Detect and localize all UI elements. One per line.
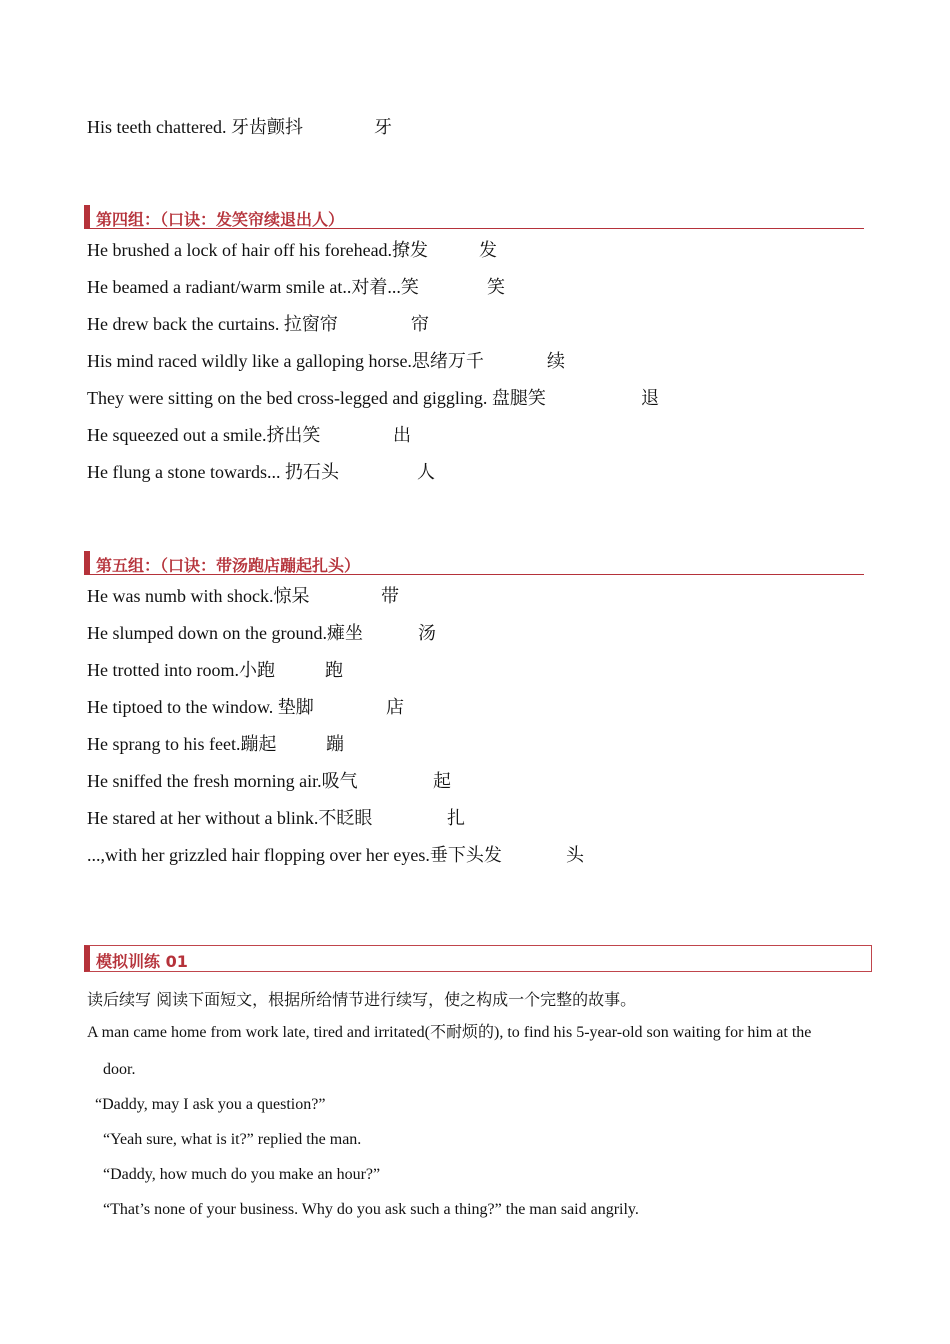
phrase-line: He squeezed out a smile.挤出笑 bbox=[87, 425, 321, 445]
mnemonic-key: 牙 bbox=[374, 117, 392, 137]
mnemonic-key: 发 bbox=[479, 240, 497, 260]
practice-header bbox=[84, 945, 872, 972]
mnemonic-key: 汤 bbox=[418, 623, 436, 643]
phrase-line: He stared at her without a blink.不眨眼 bbox=[87, 808, 373, 828]
mnemonic-key: 起 bbox=[433, 771, 451, 791]
mnemonic-key: 人 bbox=[417, 462, 435, 482]
phrase-line: He trotted into room.小跑 bbox=[87, 660, 275, 680]
story-line: “Daddy, may I ask you a question?” bbox=[95, 1096, 326, 1113]
mnemonic-key: 退 bbox=[641, 388, 659, 408]
mnemonic-key: 续 bbox=[547, 351, 565, 371]
mnemonic-key: 扎 bbox=[447, 808, 465, 828]
practice-instruction: 读后续写 阅读下面短文，根据所给情节进行续写，使之构成一个完整的故事。 bbox=[87, 990, 637, 1009]
story-line: A man came home from work late, tired and irritated(不耐烦的), to find his 5-year-old son waiting for him at the bbox=[87, 1024, 812, 1041]
group4-header bbox=[84, 205, 864, 229]
mnemonic-key: 帘 bbox=[411, 314, 429, 334]
phrase-line: They were sitting on the bed cross-legged and giggling. 盘腿笑 bbox=[87, 388, 546, 408]
phrase-line: He flung a stone towards... 扔石头 bbox=[87, 462, 339, 482]
mnemonic-key: 蹦 bbox=[326, 734, 344, 754]
mnemonic-key: 跑 bbox=[325, 660, 343, 680]
mnemonic-key: 头 bbox=[566, 845, 584, 865]
practice-title: 模拟训练 01 bbox=[96, 952, 188, 971]
phrase-line: He beamed a radiant/warm smile at..对着...笑 bbox=[87, 277, 419, 297]
phrase-line: He slumped down on the ground.瘫坐 bbox=[87, 623, 363, 643]
story-line: “Yeah sure, what is it?” replied the man. bbox=[103, 1131, 362, 1148]
group4-title: 第四组：（口诀：发笑帘续退出人） bbox=[96, 210, 345, 229]
phrase-line: He was numb with shock.惊呆 bbox=[87, 586, 310, 606]
group5-title: 第五组：（口诀：带汤跑店蹦起扎头） bbox=[96, 556, 361, 575]
mnemonic-key: 店 bbox=[386, 697, 404, 717]
mnemonic-key: 出 bbox=[393, 425, 411, 445]
phrase-line: He tiptoed to the window. 垫脚 bbox=[87, 697, 314, 717]
story-line: “Daddy, how much do you make an hour?” bbox=[103, 1166, 381, 1183]
phrase-line: His mind raced wildly like a galloping horse.思绪万千 bbox=[87, 351, 484, 371]
phrase-line: His teeth chattered. 牙齿颤抖 bbox=[87, 117, 303, 137]
mnemonic-key: 带 bbox=[381, 586, 399, 606]
group5-header bbox=[84, 551, 864, 575]
story-line: door. bbox=[103, 1061, 136, 1078]
story-line: “That’s none of your business. Why do you ask such a thing?” the man said angrily. bbox=[103, 1201, 639, 1218]
phrase-line: ...,with her grizzled hair flopping over her eyes.垂下头发 bbox=[87, 845, 502, 865]
phrase-line: He sprang to his feet.蹦起 bbox=[87, 734, 277, 754]
phrase-line: He drew back the curtains. 拉窗帘 bbox=[87, 314, 338, 334]
phrase-line: He sniffed the fresh morning air.吸气 bbox=[87, 771, 358, 791]
phrase-line: He brushed a lock of hair off his forehead.撩发 bbox=[87, 240, 429, 260]
mnemonic-key: 笑 bbox=[487, 277, 505, 297]
